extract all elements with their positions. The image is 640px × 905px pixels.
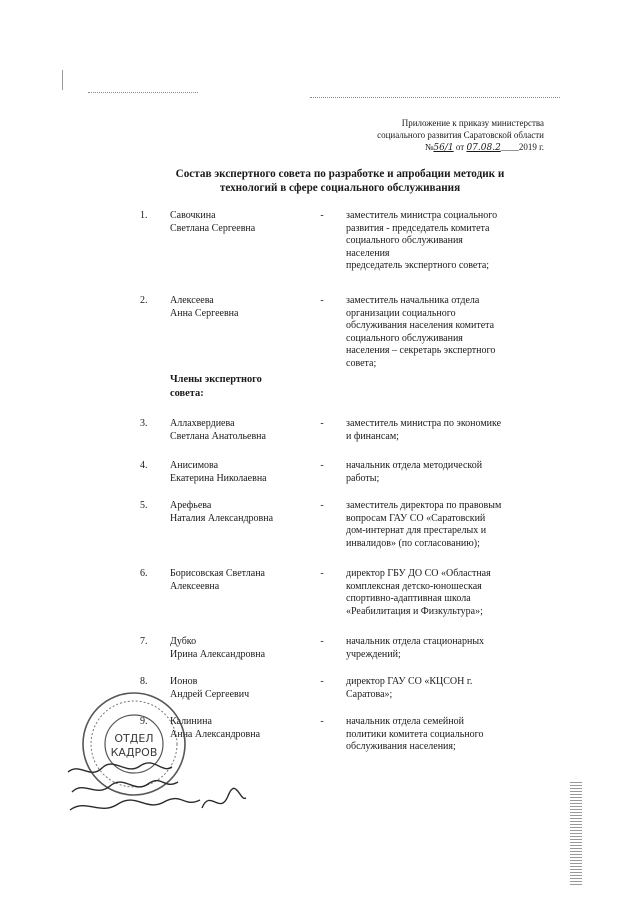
member-surname: Алексеева — [170, 295, 214, 306]
member-name — [170, 676, 315, 701]
member-role — [346, 568, 548, 618]
members-heading-line-1 — [170, 373, 278, 387]
role-line: вопросам ГАУ СО «Саратовский — [346, 512, 486, 524]
stamp-line-2: КАДРОВ — [110, 746, 158, 759]
attachment-line-1: Приложение к приказу министерства — [401, 118, 544, 128]
role-line: председатель экспертного совета; — [346, 260, 490, 272]
member-role — [346, 295, 548, 371]
role-line: заместитель министра по экономике — [346, 418, 502, 429]
member-name — [170, 568, 315, 593]
order-attachment-note — [284, 117, 544, 154]
attachment-line-2: социального развития Саратовской области — [377, 130, 544, 140]
role-line: учреждений; — [346, 648, 401, 660]
member-role — [346, 500, 548, 550]
role-line: населения — [346, 247, 390, 259]
document-title — [150, 167, 530, 195]
number-prefix: № — [424, 142, 434, 152]
member-given-names: Анна Сергеевна — [170, 307, 239, 319]
member-surname: Савочкина — [170, 210, 216, 221]
role-line: инвалидов» (по согласованию); — [346, 537, 480, 549]
scan-noise-line — [310, 97, 560, 98]
member-given-names: Андрей Сергеевич — [170, 688, 250, 700]
role-line: заместитель министра социального — [346, 210, 498, 221]
scan-edge-mark — [62, 70, 63, 90]
member-name — [170, 418, 315, 443]
entry-number: 9. — [140, 716, 148, 727]
member-given-names: Ирина Александровна — [170, 648, 266, 660]
role-line: заместитель директора по правовым — [346, 500, 502, 511]
role-line: политики комитета социального — [346, 728, 484, 740]
scan-noise-strip — [570, 780, 582, 885]
role-line: заместитель начальника отдела — [346, 295, 480, 306]
certified-copy-signature — [60, 758, 250, 818]
entry-dash: - — [320, 568, 324, 579]
entry-dash: - — [320, 210, 324, 221]
member-surname: Аллахвердиева — [170, 418, 235, 429]
role-line: населения – секретарь экспертного — [346, 345, 496, 357]
order-number-line: №56/1 от 07.08.2____2019 г. — [424, 142, 544, 153]
role-line: развития - председатель комитета — [346, 222, 490, 234]
member-role — [346, 716, 548, 754]
order-number: 56/1 — [433, 143, 454, 153]
entry-dash: - — [320, 295, 324, 306]
role-line: директор ГАУ СО «КЦСОН г. — [346, 676, 473, 687]
member-name — [170, 716, 315, 741]
role-line: социального обслуживания — [346, 235, 463, 247]
entry-number: 6. — [140, 568, 148, 579]
member-name — [170, 295, 315, 320]
role-line: и финансам; — [346, 430, 399, 442]
entry-dash: - — [320, 716, 324, 727]
role-line: обслуживания населения; — [346, 741, 456, 753]
role-line: социального обслуживания — [346, 332, 463, 344]
entry-dash: - — [320, 460, 324, 471]
entry-number: 8. — [140, 676, 148, 687]
role-line: организации социального — [346, 307, 456, 319]
entry-number: 5. — [140, 500, 148, 511]
role-line: обслуживания населения комитета — [346, 320, 495, 332]
member-surname: Арефьева — [170, 500, 212, 511]
member-role — [346, 210, 548, 273]
member-role — [346, 460, 548, 485]
member-given-names: Екатерина Николаевна — [170, 472, 267, 484]
members-heading — [170, 373, 278, 401]
role-line: начальник отдела стационарных — [346, 636, 485, 647]
member-surname: Дубко — [170, 636, 197, 647]
date-prefix: от — [455, 142, 465, 152]
title-line-1: Состав экспертного совета по разработке и апробации методик и — [175, 168, 505, 180]
entry-number: 2. — [140, 295, 148, 306]
entry-dash: - — [320, 500, 324, 511]
members-heading-line-2: совета: — [170, 388, 204, 399]
title-line-2: технологий в сфере социального обслуживания — [219, 182, 461, 194]
role-line: спортивно-адаптивная школа — [346, 593, 471, 605]
scan-noise-line — [88, 92, 198, 93]
role-line: работы; — [346, 472, 380, 484]
entry-number: 4. — [140, 460, 148, 471]
role-line: «Реабилитация и Физкультура»; — [346, 605, 483, 617]
member-surname: Борисовская Светлана — [170, 568, 265, 579]
members-word-1: Члены — [170, 374, 203, 385]
entry-dash: - — [320, 418, 324, 429]
member-name — [170, 636, 315, 661]
member-role — [346, 676, 548, 701]
entry-number: 3. — [140, 418, 148, 429]
role-line: директор ГБУ ДО СО «Областная — [346, 568, 491, 579]
member-role — [346, 636, 548, 661]
role-line: комплексная детско-юношеская — [346, 580, 482, 592]
member-name — [170, 500, 315, 525]
member-given-names: Анна Александровна — [170, 728, 261, 740]
role-line: начальник отдела семейной — [346, 716, 464, 727]
member-given-names: Светлана Анатольевна — [170, 430, 266, 442]
member-surname: Калинина — [170, 716, 212, 727]
member-given-names: Алексеевна — [170, 580, 220, 592]
entry-number: 1. — [140, 210, 148, 221]
member-surname: Ионов — [170, 676, 198, 687]
member-given-names: Светлана Сергеевна — [170, 222, 256, 234]
entry-dash: - — [320, 676, 324, 687]
stamp-line-1: ОТДЕЛ — [114, 732, 154, 745]
member-given-names: Наталия Александровна — [170, 512, 274, 524]
role-line: совета; — [346, 357, 377, 369]
role-line: Саратова»; — [346, 688, 393, 700]
entry-dash: - — [320, 636, 324, 647]
member-role — [346, 418, 548, 443]
member-name — [170, 210, 315, 235]
role-line: начальник отдела методической — [346, 460, 483, 471]
member-name — [170, 460, 315, 485]
order-date: 07.08.2 — [466, 143, 501, 153]
members-word-2: экспертного — [204, 374, 262, 385]
role-line: дом-интернат для престарелых и — [346, 525, 487, 537]
member-surname: Анисимова — [170, 460, 219, 471]
order-year: 2019 г. — [518, 142, 544, 152]
entry-number: 7. — [140, 636, 148, 647]
